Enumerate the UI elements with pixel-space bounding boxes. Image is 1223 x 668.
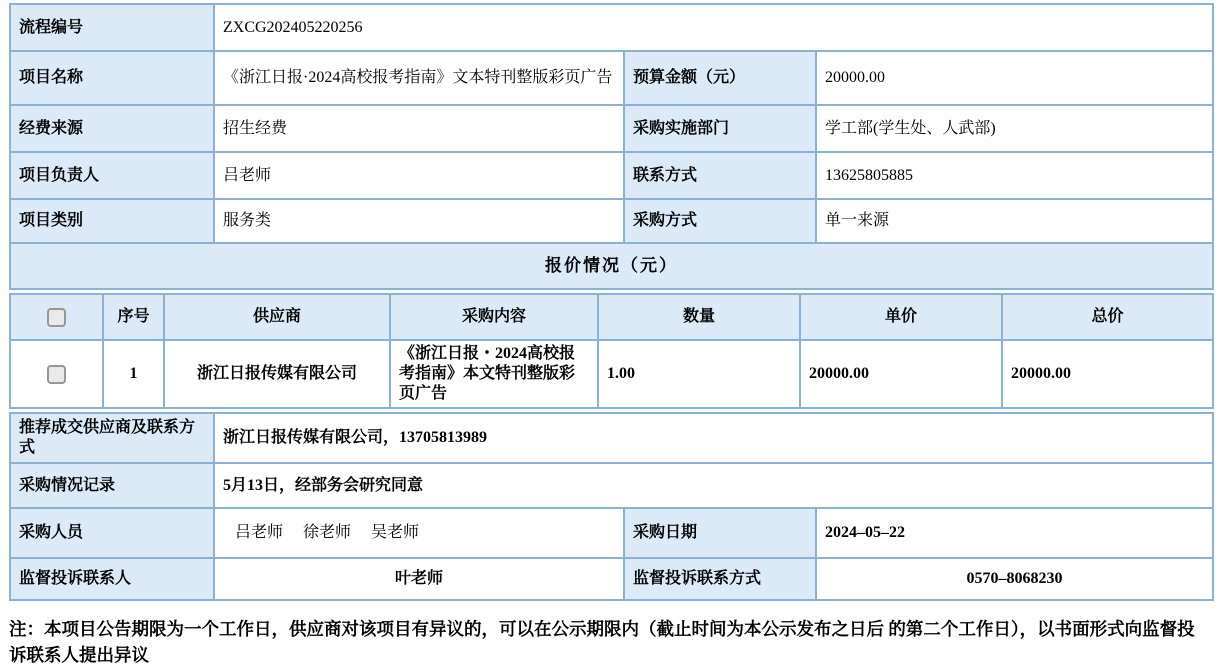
complaint-phone-value: 0570–8068230 (816, 558, 1213, 600)
result-info-table (9, 412, 1214, 601)
funding-source-value: 招生经费 (214, 105, 624, 152)
project-leader-value: 吕老师 (214, 152, 624, 199)
supplier-column-header: 供应商 (164, 294, 390, 340)
project-name-label: 项目名称 (10, 51, 214, 105)
table-row (10, 508, 1213, 558)
recommended-supplier-value: 浙江日报传媒有限公司，13705813989 (214, 413, 1213, 463)
table-row (10, 105, 1213, 152)
content-cell: 《浙江日报・2024高校报考指南》本文特刊整版彩页广告 (390, 340, 598, 408)
project-name-value: 《浙江日报·2024高校报考指南》文本特刊整版彩页广告 (214, 51, 624, 105)
project-category-value: 服务类 (214, 199, 624, 243)
budget-label: 预算金额（元） (624, 51, 816, 105)
table-row (10, 413, 1213, 463)
purchasers-value: 吕老师 徐老师 吴老师 (214, 508, 624, 558)
purchase-date-value: 2024–05–22 (816, 508, 1213, 558)
content-column-header: 采购内容 (390, 294, 598, 340)
row-select-cell (10, 340, 103, 408)
purchasers-label: 采购人员 (10, 508, 214, 558)
table-row (10, 51, 1213, 105)
purchase-date-label: 采购日期 (624, 508, 816, 558)
total-price-cell: 20000.00 (1002, 340, 1213, 408)
budget-value: 20000.00 (816, 51, 1213, 105)
select-all-checkbox[interactable] (47, 308, 66, 327)
table-row (10, 243, 1213, 289)
process-number-label: 流程编号 (10, 4, 214, 51)
contact-value: 13625805885 (816, 152, 1213, 199)
project-info-table (9, 3, 1214, 290)
unit-price-column-header: 单价 (800, 294, 1002, 340)
project-category-label: 项目类别 (10, 199, 214, 243)
select-all-cell (10, 294, 103, 340)
purchasing-dept-value: 学工部(学生处、人武部) (816, 105, 1213, 152)
complaint-contact-label: 监督投诉联系人 (10, 558, 214, 600)
purchase-record-value: 5月13日，经部务会研究同意 (214, 463, 1213, 508)
seq-column-header: 序号 (103, 294, 164, 340)
supplier-cell: 浙江日报传媒有限公司 (164, 340, 390, 408)
purchase-record-label: 采购情况记录 (10, 463, 214, 508)
process-number-value: ZXCG202405220256 (214, 4, 1213, 51)
purchasing-dept-label: 采购实施部门 (624, 105, 816, 152)
quantity-cell: 1.00 (598, 340, 800, 408)
contact-label: 联系方式 (624, 152, 816, 199)
quote-data-row (10, 340, 1213, 408)
funding-source-label: 经费来源 (10, 105, 214, 152)
unit-price-cell: 20000.00 (800, 340, 1002, 408)
announcement-note: 注：本项目公告期限为一个工作日，供应商对该项目有异议的，可以在公示期限内（截止时间为本公示发布之日后 的第二个工作日），以书面形式向监督投诉联系人提出异议 (9, 619, 1195, 665)
project-leader-label: 项目负责人 (10, 152, 214, 199)
table-row (10, 463, 1213, 508)
purchase-method-label: 采购方式 (624, 199, 816, 243)
procurement-announcement (9, 3, 1214, 601)
row-select-checkbox[interactable] (47, 365, 66, 384)
total-price-column-header: 总价 (1002, 294, 1213, 340)
complaint-phone-label: 监督投诉联系方式 (624, 558, 816, 600)
purchase-method-value: 单一来源 (816, 199, 1213, 243)
quote-section-title: 报价情况（元） (10, 243, 1213, 289)
table-row (10, 4, 1213, 51)
seq-cell: 1 (103, 340, 164, 408)
complaint-contact-value: 叶老师 (214, 558, 624, 600)
quote-header-row (10, 294, 1213, 340)
quantity-column-header: 数量 (598, 294, 800, 340)
table-row (10, 199, 1213, 243)
quote-table (9, 293, 1214, 409)
table-row (10, 558, 1213, 600)
recommended-supplier-label: 推荐成交供应商及联系方式 (10, 413, 214, 463)
table-row (10, 152, 1213, 199)
